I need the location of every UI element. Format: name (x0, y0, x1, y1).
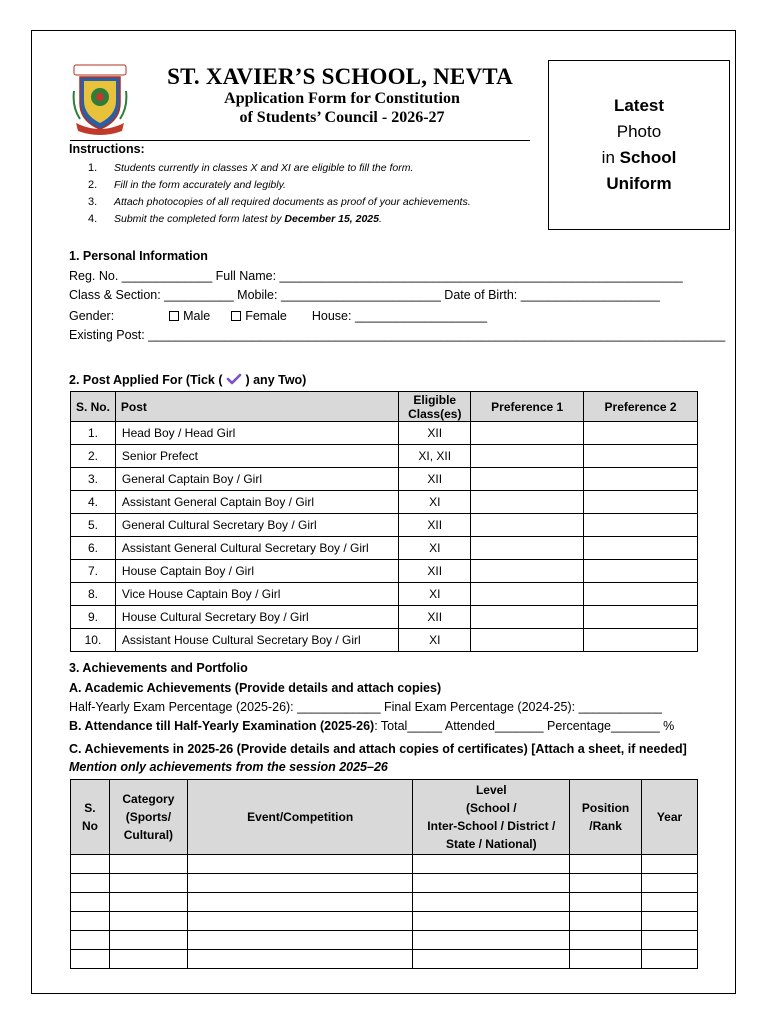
col-post: Post (115, 392, 398, 422)
post-name: House Cultural Secretary Boy / Girl (115, 606, 398, 629)
ach-pos-l1: Position (581, 801, 630, 815)
col-sno: S. No. (71, 392, 116, 422)
form-title-line2: of Students’ Council - 2026-27 (239, 109, 445, 126)
school-name: ST. XAVIER’S SCHOOL, NEVTA (167, 64, 513, 89)
ach-sno-cell[interactable] (71, 912, 110, 931)
ach-level-cell[interactable] (413, 874, 570, 893)
post-eligible: XII (399, 422, 471, 445)
post-sno: 8. (71, 583, 116, 606)
photo-line2: Photo (616, 122, 662, 141)
ach-year-cell[interactable] (642, 874, 698, 893)
post-name: Vice House Captain Boy / Girl (115, 583, 398, 606)
post-name: Senior Prefect (115, 445, 398, 468)
personal-row-2[interactable]: Class & Section: __________ Mobile: _______________________ Date of Birth: ____________________ (69, 288, 660, 302)
ach-level-cell[interactable] (413, 855, 570, 874)
ach-position-cell[interactable] (570, 874, 642, 893)
ach-level-cell[interactable] (413, 950, 570, 969)
ach-sno-cell[interactable] (71, 950, 110, 969)
gender-label: Gender: (69, 309, 115, 323)
col-pref1: Preference 1 (471, 392, 584, 422)
posts-table (70, 391, 698, 652)
achievement-row (71, 950, 698, 969)
post-name: General Captain Boy / Girl (115, 468, 398, 491)
preference-1-cell[interactable] (471, 422, 584, 445)
ach-year-cell[interactable] (642, 912, 698, 931)
preference-1-cell[interactable] (471, 629, 584, 652)
preference-2-cell[interactable] (584, 560, 698, 583)
ach-sno-cell[interactable] (71, 931, 110, 950)
ach-cat-l1: Category (122, 792, 175, 806)
academic-line[interactable]: Half-Yearly Exam Percentage (2025-26): ____________ Final Exam Percentage (2024-25): ____________ (69, 700, 662, 714)
ach-year-cell[interactable] (642, 950, 698, 969)
posts-heading-post: ) any Two) (245, 373, 307, 387)
instruction-deadline: December 15, 2025 (284, 213, 379, 225)
post-row (71, 606, 698, 629)
post-row (71, 583, 698, 606)
post-sno: 9. (71, 606, 116, 629)
post-sno: 6. (71, 537, 116, 560)
house-field[interactable]: House: ___________________ (311, 309, 488, 323)
post-row (71, 560, 698, 583)
preference-2-cell[interactable] (584, 468, 698, 491)
ach-position-cell[interactable] (570, 893, 642, 912)
ach-position-cell[interactable] (570, 931, 642, 950)
ach-level-l4: State / National) (445, 837, 537, 851)
preference-2-cell[interactable] (584, 629, 698, 652)
instruction-text (114, 211, 382, 228)
preference-2-cell[interactable] (584, 491, 698, 514)
posts-header-row (71, 392, 698, 422)
ach-category-cell[interactable] (109, 874, 187, 893)
preference-1-cell[interactable] (471, 514, 584, 537)
ach-position-cell[interactable] (570, 950, 642, 969)
post-name: Assistant General Captain Boy / Girl (115, 491, 398, 514)
post-row (71, 445, 698, 468)
post-eligible: XI (399, 583, 471, 606)
instructions-heading: Instructions: (69, 142, 145, 156)
post-eligible: XII (399, 560, 471, 583)
post-row (71, 629, 698, 652)
ach-category-cell[interactable] (109, 950, 187, 969)
instructions-list (88, 160, 558, 228)
ach-event-cell[interactable] (187, 855, 413, 874)
photo-line3 (602, 145, 677, 171)
preference-1-cell[interactable] (471, 560, 584, 583)
checkmark-icon (226, 373, 242, 385)
preference-2-cell[interactable] (584, 514, 698, 537)
instruction-item (88, 194, 558, 211)
personal-row-1[interactable]: Reg. No. _____________ Full Name: __________________________________________________________ (69, 269, 683, 283)
achievements-header-row (71, 780, 698, 855)
post-name: General Cultural Secretary Boy / Girl (115, 514, 398, 537)
post-sno: 7. (71, 560, 116, 583)
ach-level-l3: Inter-School / District / (427, 819, 556, 833)
ach-cat-l2: (Sports/ (125, 810, 172, 824)
attendance-label: B. Attendance till Half-Yearly Examination (2025-26) (69, 719, 375, 733)
instruction-text: Attach photocopies of all required documents as proof of your achievements. (114, 196, 471, 208)
male-checkbox[interactable] (169, 311, 179, 321)
instruction-item (88, 160, 558, 177)
c-heading: C. Achievements in 2025-26 (Provide details and attach copies of certificates) [Attach a sheet, if needed] (69, 742, 687, 756)
female-label: Female (245, 309, 287, 323)
female-checkbox[interactable] (231, 311, 241, 321)
preference-2-cell[interactable] (584, 606, 698, 629)
post-eligible: XI (399, 629, 471, 652)
col-ach-event: Event/Competition (187, 780, 413, 855)
personal-row-3 (69, 309, 487, 323)
col-ach-year: Year (642, 780, 698, 855)
achievement-row (71, 874, 698, 893)
post-sno: 1. (71, 422, 116, 445)
post-eligible: XI, XII (399, 445, 471, 468)
preference-1-cell[interactable] (471, 468, 584, 491)
ach-event-cell[interactable] (187, 931, 413, 950)
achievement-row (71, 855, 698, 874)
ach-category-cell[interactable] (109, 893, 187, 912)
ach-sno-l1: S. (84, 801, 96, 815)
achievement-row (71, 912, 698, 931)
preference-2-cell[interactable] (584, 583, 698, 606)
post-name: Assistant House Cultural Secretary Boy / Girl (115, 629, 398, 652)
instruction-text: Students currently in classes X and XI are eligible to fill the form. (114, 162, 414, 174)
post-row (71, 468, 698, 491)
col-ach-position (570, 780, 642, 855)
preference-2-cell[interactable] (584, 537, 698, 560)
col-ach-level (413, 780, 570, 855)
ach-year-cell[interactable] (642, 855, 698, 874)
ach-level-cell[interactable] (413, 893, 570, 912)
ach-category-cell[interactable] (109, 855, 187, 874)
photo-box (548, 60, 730, 230)
col-eligible: Eligible Class(es) (399, 392, 471, 422)
instruction-item (88, 177, 558, 194)
school-crest-icon (72, 63, 128, 135)
c-note: Mention only achievements from the session 2025–26 (69, 760, 388, 774)
academic-heading: A. Academic Achievements (Provide details and attach copies) (69, 681, 442, 695)
instruction-text-pre: Submit the completed form latest by (114, 213, 285, 225)
ach-level-l1: Level (475, 783, 507, 797)
post-eligible: XII (399, 468, 471, 491)
post-sno: 4. (71, 491, 116, 514)
header-divider (70, 140, 530, 141)
ach-level-l2: (School / (465, 801, 517, 815)
post-name: House Captain Boy / Girl (115, 560, 398, 583)
post-eligible: XI (399, 537, 471, 560)
photo-line1: Latest (613, 96, 665, 115)
ach-level-cell[interactable] (413, 912, 570, 931)
ach-pos-l2: /Rank (589, 819, 622, 833)
ach-year-cell[interactable] (642, 893, 698, 912)
instruction-text: Fill in the form accurately and legibly. (114, 179, 286, 191)
post-sno: 5. (71, 514, 116, 537)
post-row (71, 422, 698, 445)
instruction-number: 4. (88, 213, 98, 225)
post-name: Assistant General Cultural Secretary Boy / Girl (115, 537, 398, 560)
instruction-number: 1. (88, 162, 98, 174)
post-sno: 2. (71, 445, 116, 468)
photo-line3-pre: in (601, 148, 620, 167)
achievements-heading: 3. Achievements and Portfolio (69, 661, 248, 675)
post-name: Head Boy / Head Girl (115, 422, 398, 445)
achievement-row (71, 893, 698, 912)
ach-category-cell[interactable] (109, 912, 187, 931)
form-page (31, 30, 736, 994)
preference-1-cell[interactable] (471, 583, 584, 606)
personal-info-heading: 1. Personal Information (69, 249, 208, 263)
post-sno: 3. (71, 468, 116, 491)
form-title-line1: Application Form for Constitution (224, 90, 460, 107)
ach-sno-cell[interactable] (71, 893, 110, 912)
preference-2-cell[interactable] (584, 422, 698, 445)
posts-heading-pre: 2. Post Applied For (Tick ( (69, 373, 223, 387)
preference-1-cell[interactable] (471, 491, 584, 514)
male-label: Male (183, 309, 211, 323)
ach-sno-l2: No (81, 819, 98, 833)
ach-sno-cell[interactable] (71, 855, 110, 874)
photo-line4: Uniform (606, 174, 672, 193)
attendance-fields: : Total_____ Attended_______ Percentage_______ % (374, 719, 675, 733)
ach-event-cell[interactable] (187, 874, 413, 893)
post-row (71, 514, 698, 537)
posts-heading (69, 373, 306, 387)
preference-1-cell[interactable] (471, 606, 584, 629)
preference-1-cell[interactable] (471, 537, 584, 560)
post-sno: 10. (71, 629, 116, 652)
instruction-number: 3. (88, 196, 98, 208)
ach-position-cell[interactable] (570, 912, 642, 931)
post-row (71, 537, 698, 560)
ach-level-cell[interactable] (413, 931, 570, 950)
col-ach-sno (71, 780, 110, 855)
achievements-table (70, 779, 698, 969)
preference-2-cell[interactable] (584, 445, 698, 468)
ach-category-cell[interactable] (109, 931, 187, 950)
ach-cat-l3: Cultural) (123, 828, 174, 842)
ach-year-cell[interactable] (642, 931, 698, 950)
post-eligible: XI (399, 491, 471, 514)
preference-1-cell[interactable] (471, 445, 584, 468)
ach-sno-cell[interactable] (71, 874, 110, 893)
col-ach-category (109, 780, 187, 855)
form-title (192, 89, 492, 127)
ach-event-cell[interactable] (187, 950, 413, 969)
instruction-number: 2. (88, 179, 98, 191)
ach-event-cell[interactable] (187, 893, 413, 912)
instruction-item (88, 211, 558, 228)
ach-position-cell[interactable] (570, 855, 642, 874)
instruction-text-post: . (379, 213, 382, 225)
post-eligible: XII (399, 606, 471, 629)
achievement-row (71, 931, 698, 950)
ach-event-cell[interactable] (187, 912, 413, 931)
post-eligible: XII (399, 514, 471, 537)
photo-line3-bold: School (619, 148, 677, 167)
col-pref2: Preference 2 (584, 392, 698, 422)
post-row (71, 491, 698, 514)
personal-row-4[interactable]: Existing Post: ___________________________________________________________________________________ (69, 328, 726, 342)
attendance-line[interactable] (69, 719, 674, 733)
